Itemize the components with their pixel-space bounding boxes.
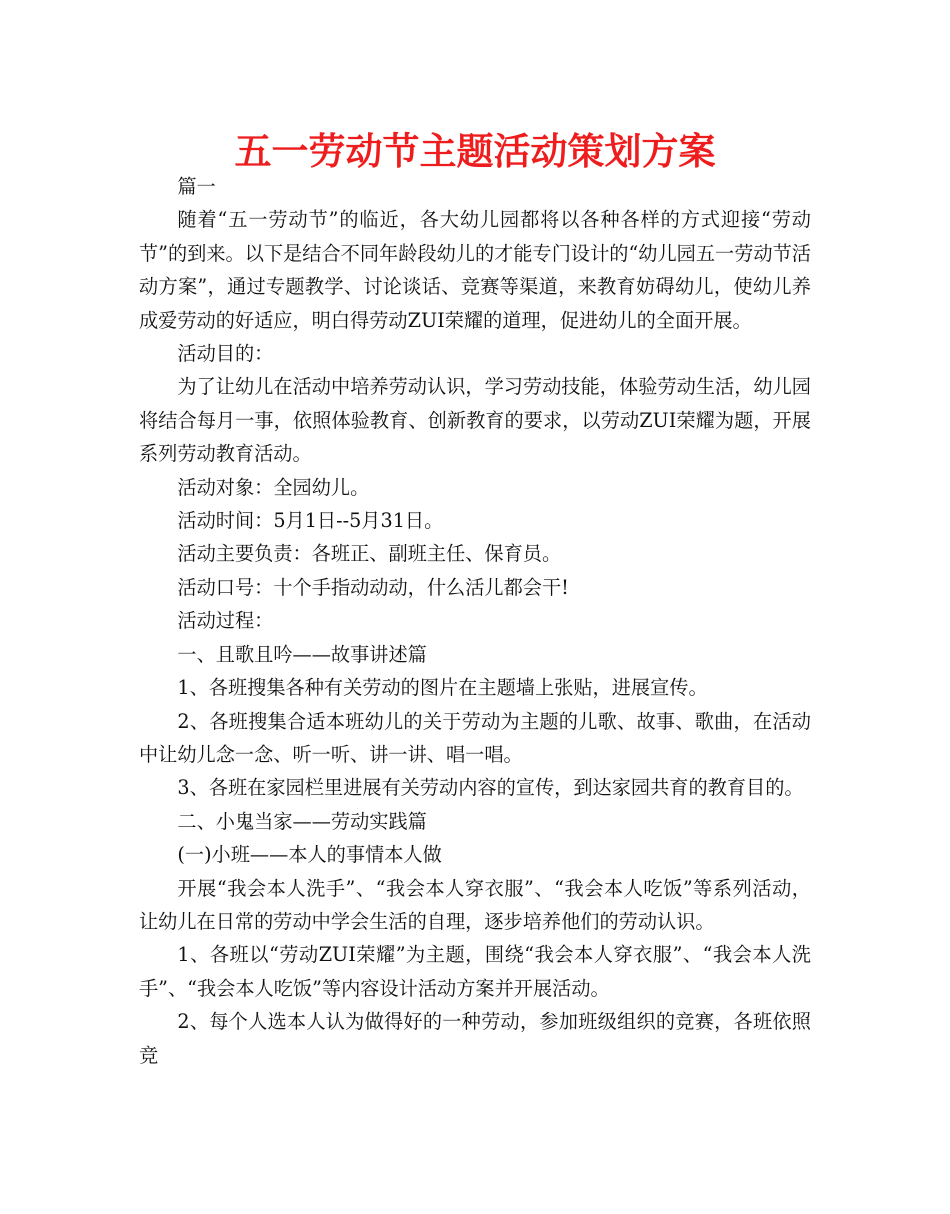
paragraph-item-2: 2、各班搜集合适本班幼儿的关于劳动为主题的儿歌、故事、歌曲，在活动中让幼儿念一念、听一听、讲一讲、唱一唱。 bbox=[139, 709, 811, 766]
paragraph-item-1: 1、各班搜集各种有关劳动的图片在主题墙上张贴，进展宣传。 bbox=[177, 676, 708, 700]
paragraph-purpose-heading: 活动目的： bbox=[177, 342, 274, 366]
paragraph-purpose: 为了让幼儿在活动中培养劳动认识，学习劳动技能，体验劳动生活，幼儿园将结合每月一事，依照体验教育、创新教育的要求，以劳动ZUI荣耀为题，开展系列劳动教育活动。 bbox=[139, 375, 811, 466]
paragraph-small-class-item-1: 1、各班以“劳动ZUI荣耀”为主题，围绕“我会本人穿衣服”、“我会本人洗手”、“我会本人吃饭”等内容设计活动方案并开展活动。 bbox=[139, 943, 811, 1000]
document-title: 五一劳动节主题活动策划方案 bbox=[234, 130, 716, 173]
paragraph-section-one: 一、且歌且吟——故事讲述篇 bbox=[177, 642, 427, 666]
paragraph-subsection-small-class: (一)小班——本人的事情本人做 bbox=[177, 843, 442, 867]
paragraph-item-3: 3、各班在家园栏里进展有关劳动内容的宣传，到达家园共育的教育目的。 bbox=[177, 776, 804, 800]
paragraph-slogan: 活动口号：十个手指动动动，什么活儿都会干! bbox=[177, 575, 569, 599]
paragraph-process-heading: 活动过程： bbox=[177, 609, 274, 633]
paragraph-small-class-desc: 开展“我会本人洗手”、“我会本人穿衣服”、“我会本人吃饭”等系列活动，让幼儿在日常的劳动中学会生活的自理，逐步培养他们的劳动认识。 bbox=[139, 876, 811, 933]
paragraph-intro: 随着“五一劳动节”的临近，各大幼儿园都将以各种各样的方式迎接“劳动节”的到来。以下是结合不同年龄段幼儿的才能专门设计的“幼儿园五一劳动节活动方案”，通过专题教学、讨论谈话、竞赛等渠道，来教育妨碍幼儿，使幼儿养成爱劳动的好适应，明白得劳动ZUI荣耀的道理，促进幼儿的全面开展。 bbox=[139, 208, 811, 332]
paragraph-target: 活动对象：全园幼儿。 bbox=[177, 475, 370, 499]
paragraph-section-label: 篇一 bbox=[177, 175, 216, 198]
paragraph-time: 活动时间：5月1日--5月31日。 bbox=[177, 509, 444, 533]
paragraph-small-class-item-2: 2、每个人选本人认为做得好的一种劳动，参加班级组织的竞赛，各班依照竞 bbox=[139, 1010, 811, 1067]
document-body bbox=[139, 170, 811, 1072]
paragraph-section-two: 二、小鬼当家——劳动实践篇 bbox=[177, 809, 427, 833]
paragraph-responsible: 活动主要负责：各班正、副班主任、保育员。 bbox=[177, 542, 562, 566]
